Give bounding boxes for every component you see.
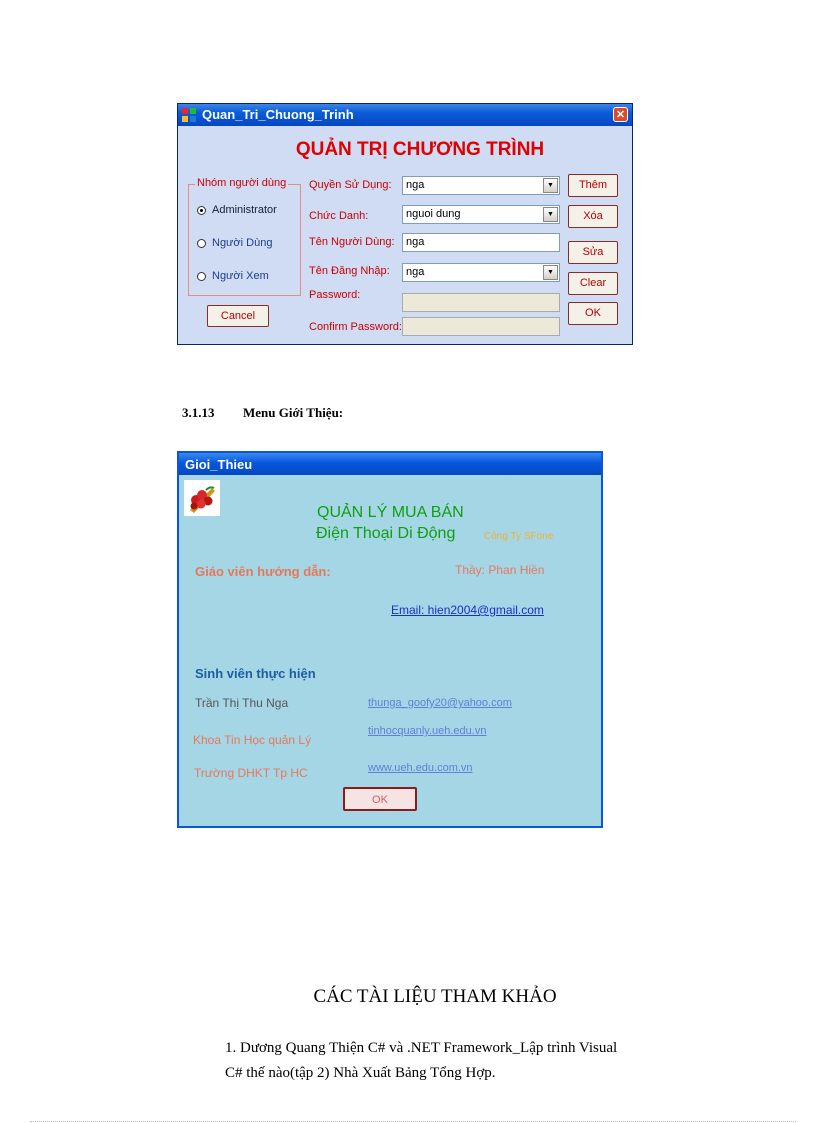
radio-nguoi-xem[interactable] bbox=[197, 270, 269, 282]
sua-button[interactable]: Sửa bbox=[568, 241, 618, 264]
close-icon[interactable]: ✕ bbox=[613, 107, 628, 122]
them-button[interactable]: Thêm bbox=[568, 174, 618, 197]
chevron-down-icon[interactable]: ▼ bbox=[543, 265, 558, 280]
advisor-email-link[interactable]: Email: hien2004@gmail.com bbox=[391, 603, 544, 617]
radio-unchecked-icon bbox=[197, 239, 206, 248]
ok-button[interactable]: OK bbox=[343, 787, 417, 811]
radio-checked-icon bbox=[197, 206, 206, 215]
chevron-down-icon[interactable]: ▼ bbox=[543, 207, 558, 222]
dangnhap-label: Tên Đăng Nhập: bbox=[309, 265, 390, 277]
confirm-password-input[interactable] bbox=[402, 317, 560, 336]
clear-button[interactable]: Clear bbox=[568, 272, 618, 295]
page-footer-divider bbox=[30, 1121, 796, 1122]
section-number: 3.1.13 bbox=[182, 405, 215, 420]
chucdanh-value: nguoi dung bbox=[406, 208, 461, 220]
radio-administrator[interactable] bbox=[197, 204, 277, 216]
password-input[interactable] bbox=[402, 293, 560, 312]
admin-window-title: Quan_Tri_Chuong_Trinh bbox=[202, 107, 354, 122]
admin-heading: QUẢN TRỊ CHƯƠNG TRÌNH bbox=[295, 139, 545, 160]
app-title-line2: Điện Thoại Di Động bbox=[316, 525, 456, 542]
section-title: Menu Giới Thiệu: bbox=[243, 405, 344, 420]
xoa-button[interactable]: Xóa bbox=[568, 205, 618, 228]
company-name: Công Ty SFone bbox=[484, 531, 554, 542]
rose-bouquet-icon bbox=[184, 480, 220, 516]
quyen-value: nga bbox=[406, 179, 425, 191]
radio-nguoi-dung[interactable] bbox=[197, 237, 272, 249]
quyen-select[interactable] bbox=[402, 176, 560, 195]
radio-label: Administrator bbox=[212, 204, 277, 216]
admin-window bbox=[177, 103, 633, 345]
radio-label: Người Dùng bbox=[212, 237, 273, 249]
advisor-name: Thầy: Phan Hiền bbox=[455, 563, 545, 577]
student-label: Sinh viên thực hiện bbox=[195, 666, 316, 681]
radio-label: Người Xem bbox=[212, 270, 269, 282]
school-site-link[interactable]: www.ueh.edu.com.vn bbox=[368, 762, 473, 774]
user-group-label: Nhóm người dùng bbox=[197, 177, 287, 189]
ten-input[interactable] bbox=[402, 233, 560, 252]
school-name: Trường DHKT Tp HC bbox=[194, 766, 308, 780]
quyen-label: Quyền Sử Dụng: bbox=[309, 179, 392, 191]
references-title: CÁC TÀI LIỆU THAM KHẢO bbox=[313, 986, 557, 1007]
reference-item-1-line2: C# thế nào(tập 2) Nhà Xuất Bảng Tổng Hợp. bbox=[225, 1065, 496, 1081]
student-email-link[interactable]: thunga_goofy20@yahoo.com bbox=[368, 697, 512, 709]
password-label: Password: bbox=[309, 289, 361, 301]
cancel-button[interactable]: Cancel bbox=[207, 305, 269, 327]
faculty-name: Khoa Tin Học quản Lý bbox=[193, 733, 312, 747]
dangnhap-select[interactable] bbox=[402, 263, 560, 282]
chevron-down-icon[interactable]: ▼ bbox=[543, 178, 558, 193]
advisor-label: Giáo viên hướng dẫn: bbox=[195, 564, 331, 579]
student-name: Trần Thị Thu Nga bbox=[195, 696, 289, 710]
intro-window bbox=[177, 451, 603, 828]
ok-button[interactable]: OK bbox=[568, 302, 618, 325]
chucdanh-label: Chức Danh: bbox=[309, 210, 369, 222]
ten-value: nga bbox=[406, 236, 425, 248]
app-icon bbox=[182, 108, 196, 122]
admin-titlebar[interactable] bbox=[178, 104, 632, 126]
app-title-line1: QUẢN LÝ MUA BÁN bbox=[317, 504, 464, 521]
faculty-site-link[interactable]: tinhocquanly.ueh.edu.vn bbox=[368, 725, 487, 737]
chucdanh-select[interactable] bbox=[402, 205, 560, 224]
reference-item-1-line1: 1. Dương Quang Thiện C# và .NET Framework_Lập trình Visual bbox=[225, 1040, 618, 1056]
radio-unchecked-icon bbox=[197, 272, 206, 281]
intro-window-title: Gioi_Thieu bbox=[185, 457, 253, 472]
ten-label: Tên Người Dùng: bbox=[309, 236, 395, 248]
user-group-box bbox=[188, 177, 301, 296]
confirm-password-label: Confirm Password: bbox=[309, 321, 402, 333]
intro-titlebar[interactable] bbox=[179, 453, 601, 475]
dangnhap-value: nga bbox=[406, 266, 425, 278]
